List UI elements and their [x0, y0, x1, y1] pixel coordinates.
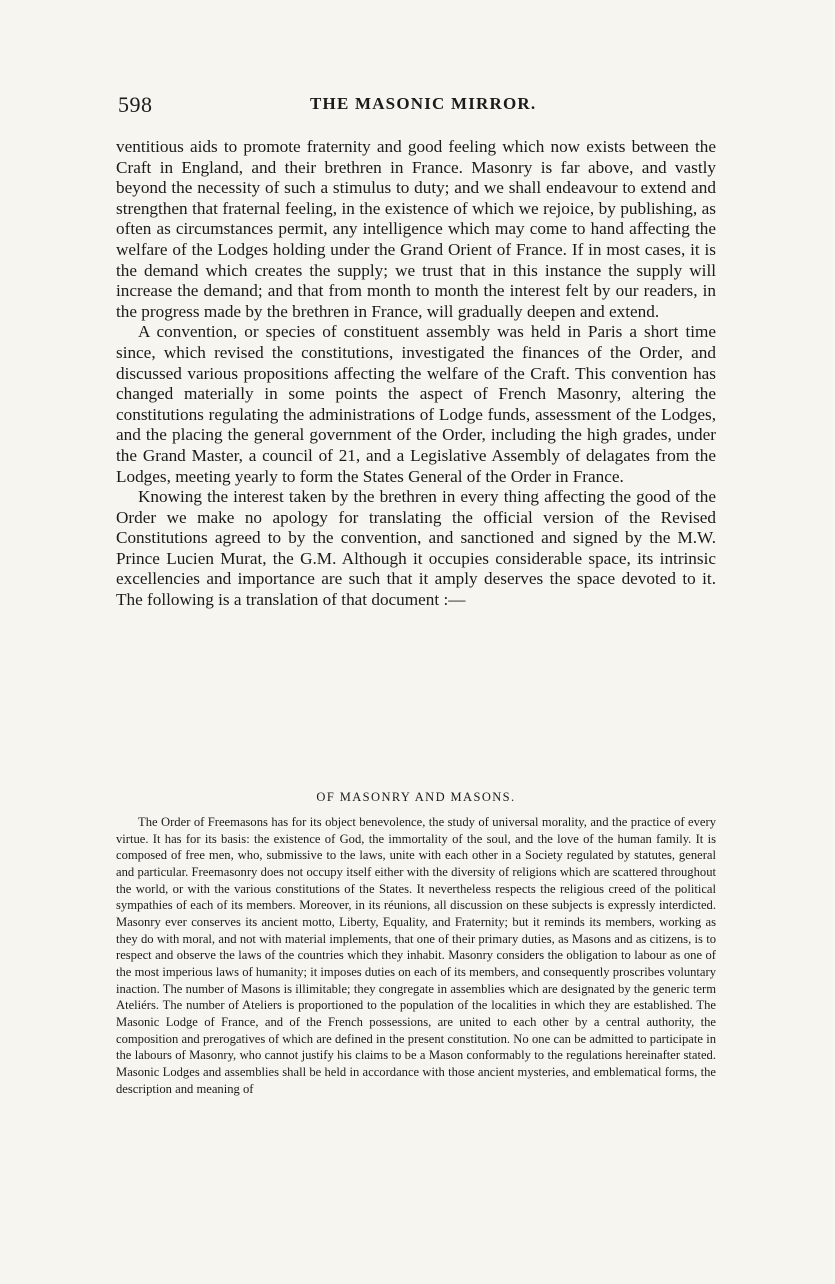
page-header: [118, 92, 718, 118]
constitution-paragraph: The Order of Freemasons has for its object benevolence, the study of universal morality, and the practice of every virtue. It has for its basis: the existence of God, the immortality of the soul, and the love of the human family. It is composed of free men, who, submissive to the laws, unite with each other in a Society regulated by statutes, general and particular. Freemasonry does not occupy itself either with the diversity of religions which are scattered throughout the world, or with the various constitutions of the States. It nevertheless respects the religious creed of the political sympathies of each of its members. Moreover, in its réunions, all discussion on these subjects is expressly interdicted. Masonry ever conserves its ancient motto, Liberty, Equality, and Fraternity; but it reminds its members, working as they do with moral, and not with material implements, that one of their primary duties, as Masons and as citizens, is to respect and observe the laws of the countries which they inhabit. Masonry considers the obligation to labour as one of the most imperious laws of humanity; it imposes duties on each of its members, and consequently proscribes voluntary inaction. The number of Masons is illimitable; they congregate in assemblies which are designated by the generic term Ateliérs. The number of Ateliers is proportioned to the population of the localities in which they are established. The Masonic Lodge of France, and of the French possessions, are united to each other by a central authority, the composition and prerogatives of which are defined in the present constitution. No one can be admitted to participate in the labours of Masonry, who cannot justify his claims to be a Mason conformably to the regulations hereinafter stated. Masonic Lodges and assemblies shall be held in accordance with those ancient mysteries, and emblematical forms, the description and meaning of: [116, 815, 716, 1096]
paragraph-2: A convention, or species of constituent assembly was held in Paris a short time since, which revised the constitutions, investigated the finances of the Order, and discussed various propositions affecting the welfare of the Craft. This convention has changed materially in some points the aspect of French Masonry, altering the constitutions regulating the administrations of Lodge funds, assessment of the Lodges, and the placing the general government of the Order, including the high grades, under the Grand Master, a council of 21, and a Legislative Assembly of delagates from the Lodges, meeting yearly to form the States General of the Order in France.: [116, 322, 716, 486]
section-heading: OF MASONRY AND MASONS.: [316, 790, 516, 804]
page-number: 598: [118, 92, 153, 117]
paragraph-3: Knowing the interest taken by the brethren in every thing affecting the good of the Order we make no apology for translating the official version of the Revised Constitutions agreed to by the convention, and sanctioned and signed by the M.W. Prince Lucien Murat, the G.M. Although it occupies considerable space, its intrinsic excellencies and importance are such that it amply deserves the space devoted to it. The following is a translation of that document :—: [116, 487, 716, 610]
constitution-text: [116, 814, 716, 1097]
paragraph-1: ventitious aids to promote fraternity and good feeling which now exists between the Craft in England, and their brethren in France. Masonry is far above, and vastly beyond the necessity of such a stimulus to duty; and we shall endeavour to extend and strengthen that fraternal feeling, in the existence of which we rejoice, by publishing, as often as circumstances permit, any intelligence which may come to hand affecting the welfare of the Lodges holding under the Grand Orient of France. If in most cases, it is the demand which creates the supply; we trust that in this instance the supply will increase the demand; and that from month to month the interest felt by our readers, in the progress made by the brethren in France, will gradually deepen and extend.: [116, 137, 716, 321]
main-text: [116, 137, 716, 611]
running-head: THE MASONIC MIRROR.: [310, 94, 537, 113]
